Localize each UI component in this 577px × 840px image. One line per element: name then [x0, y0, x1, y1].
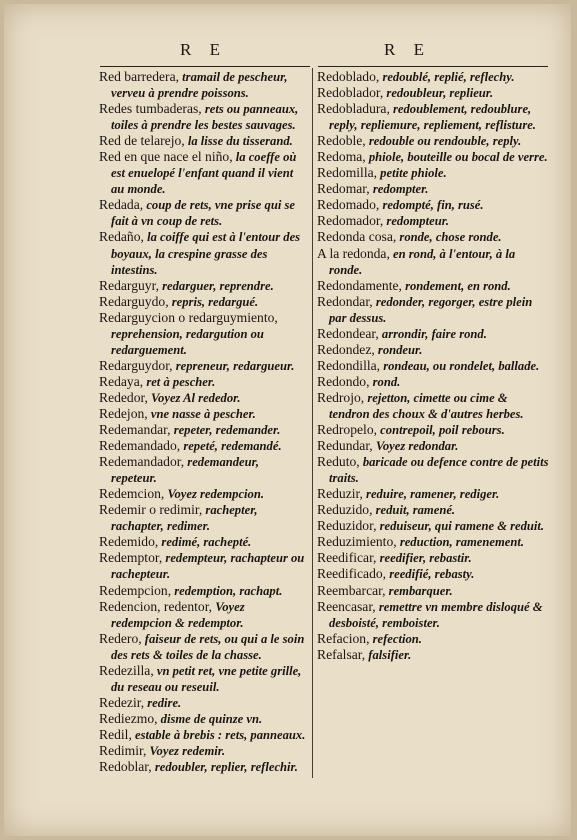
- entry-gloss: ronde, chose ronde.: [396, 230, 502, 245]
- entry-gloss: Voyez redempcion & redemptor.: [111, 599, 245, 630]
- entry-headword: Redes tumbaderas,: [99, 101, 202, 117]
- entry-gloss: rondement, en rond.: [401, 278, 511, 293]
- entry-headword: Redemido,: [99, 534, 159, 550]
- header-rule-right: [318, 66, 548, 67]
- dictionary-entry: [99, 695, 306, 711]
- entry-headword: Redoble,: [317, 133, 366, 149]
- entry-gloss: petite phiole.: [377, 166, 447, 181]
- entry-gloss: reduction, ramenement.: [396, 535, 525, 550]
- entry-gloss: redemandeur, repeteur.: [111, 455, 260, 486]
- entry-headword: Redemandar,: [99, 422, 171, 438]
- dictionary-entry: [317, 229, 549, 245]
- dictionary-entry: [99, 631, 306, 663]
- entry-headword: Redomador,: [317, 213, 384, 229]
- entry-gloss: repeter, redemander.: [170, 423, 281, 438]
- dictionary-entry: [99, 278, 306, 294]
- dictionary-entry: [99, 374, 306, 390]
- entry-gloss: la coiffe qui est à l'entour des boyaux, la crespine grasse des intestins.: [111, 230, 301, 277]
- entry-gloss: phiole, bouteille ou bocal de verre.: [365, 150, 548, 165]
- entry-headword: Redomado,: [317, 197, 380, 213]
- entry-headword: Redaño,: [99, 229, 144, 245]
- entry-headword: Redempcion,: [99, 582, 172, 598]
- entry-headword: Redarguydor,: [99, 357, 173, 373]
- entry-headword: Redil,: [99, 726, 132, 742]
- entry-headword: Redondez,: [317, 341, 375, 357]
- dictionary-entry: [99, 101, 306, 133]
- dictionary-entry: [99, 454, 306, 486]
- entry-headword: Rediezmo,: [99, 710, 158, 726]
- entry-headword: Redomar,: [317, 181, 370, 197]
- dictionary-entry: [317, 647, 549, 663]
- dictionary-entry: [99, 406, 306, 422]
- entry-headword: Red de telarejo,: [99, 133, 185, 149]
- entry-gloss: Voyez redemir.: [146, 743, 226, 758]
- dictionary-entry: [99, 294, 306, 310]
- entry-gloss: Voyez redondar.: [372, 439, 459, 454]
- entry-headword: Red en que nace el niño,: [99, 149, 233, 165]
- entry-gloss: Voyez redempcion.: [164, 487, 264, 502]
- dictionary-entry: [317, 149, 549, 165]
- dictionary-entry: [317, 566, 549, 582]
- entry-headword: Redrojo,: [317, 389, 365, 405]
- entry-gloss: redire.: [144, 695, 182, 710]
- dictionary-entry: [317, 342, 549, 358]
- dictionary-entry: [317, 454, 549, 486]
- entry-gloss: rond.: [369, 374, 401, 389]
- dictionary-entry: [99, 438, 306, 454]
- entry-headword: Redondamente,: [317, 277, 402, 293]
- entry-gloss: Voyez Al rededor.: [147, 390, 241, 405]
- dictionary-entry: [317, 502, 549, 518]
- entry-headword: Reduzir,: [317, 486, 363, 502]
- entry-gloss: rondeau, ou rondelet, ballade.: [380, 358, 540, 373]
- entry-gloss: disme de quinze vn.: [157, 711, 263, 726]
- dictionary-entry: [317, 518, 549, 534]
- entry-gloss: vne nasse à pescher.: [147, 406, 256, 421]
- entry-headword: Redoblar,: [99, 759, 152, 775]
- entry-gloss: rembarquer.: [385, 583, 453, 598]
- dictionary-entry: [317, 422, 549, 438]
- dictionary-entry: [317, 486, 549, 502]
- entry-gloss: reduiseur, qui ramene & reduit.: [376, 519, 545, 534]
- entry-gloss: la lisse du tisserand.: [184, 134, 293, 149]
- entry-headword: Redondear,: [317, 325, 379, 341]
- entry-gloss: tramail de pescheur, verveu à prendre poissons.: [111, 70, 288, 101]
- entry-headword: Redemandador,: [99, 454, 185, 470]
- entry-gloss: arrondir, faire rond.: [378, 326, 487, 341]
- running-header: [4, 40, 571, 64]
- entry-gloss: en rond, à l'entour, à la ronde.: [329, 246, 516, 277]
- entry-gloss: reedifié, rebasty.: [386, 567, 475, 582]
- dictionary-entry: [317, 550, 549, 566]
- entry-headword: Redomilla,: [317, 165, 378, 181]
- dictionary-entry: [99, 390, 306, 406]
- dictionary-entry: [99, 502, 306, 534]
- entry-headword: Redimir,: [99, 742, 147, 758]
- dictionary-entry: [317, 390, 549, 422]
- dictionary-entry: [317, 294, 549, 326]
- entry-gloss: redoubler, replier, reflechir.: [151, 760, 298, 775]
- entry-gloss: coup de rets, vne prise qui se fait à vn coup de rets.: [111, 198, 295, 229]
- entry-headword: Redencion, redentor,: [99, 598, 213, 614]
- entry-headword: Refalsar,: [317, 646, 366, 662]
- entry-headword: Redemcion,: [99, 486, 165, 502]
- dictionary-entry: [317, 278, 549, 294]
- entry-gloss: redoublement, redoublure, reply, repliemure, repliement, reflisture.: [329, 102, 536, 133]
- entry-headword: Redero,: [99, 630, 142, 646]
- entry-gloss: redompter.: [369, 182, 429, 197]
- entry-gloss: redompté, fin, rusé.: [379, 198, 484, 213]
- entry-headword: Redarguydo,: [99, 293, 169, 309]
- entry-headword: Refacion,: [317, 630, 370, 646]
- entry-gloss: refection.: [369, 631, 422, 646]
- dictionary-entry: [317, 583, 549, 599]
- entry-headword: Redondar,: [317, 293, 373, 309]
- running-head-left: R E: [180, 40, 227, 59]
- entry-headword: Redondo,: [317, 373, 370, 389]
- dictionary-entry: [317, 165, 549, 181]
- entry-gloss: repris, redargué.: [168, 294, 259, 309]
- left-column: [99, 69, 306, 775]
- dictionary-entry: [317, 374, 549, 390]
- entry-headword: Redarguyr,: [99, 277, 159, 293]
- entry-gloss: faiseur de rets, ou qui a le soin des rets & toiles de la chasse.: [111, 631, 305, 662]
- dictionary-entry: [317, 358, 549, 374]
- dictionary-entry: [99, 358, 306, 374]
- dictionary-entry: [317, 213, 549, 229]
- entry-gloss: redoubleur, replieur.: [383, 86, 494, 101]
- entry-gloss: la coeffe où est enuelopé l'enfant quand il vient au monde.: [111, 150, 297, 197]
- dictionary-entry: [317, 631, 549, 647]
- header-rule-left: [100, 66, 310, 67]
- entry-gloss: vn petit ret, vne petite grille, du reseau ou reseuil.: [111, 663, 302, 694]
- entry-gloss: redemption, rachapt.: [171, 583, 283, 598]
- dictionary-entry: [317, 133, 549, 149]
- entry-headword: Redropelo,: [317, 422, 378, 438]
- dictionary-entry: [99, 550, 306, 582]
- dictionary-entry: [99, 663, 306, 695]
- entry-gloss: contrepoil, poil rebours.: [377, 423, 505, 438]
- dictionary-entry: [99, 69, 306, 101]
- dictionary-entry: [99, 133, 306, 149]
- dictionary-entry: [317, 326, 549, 342]
- dictionary-entry: [99, 422, 306, 438]
- entry-headword: Redoma,: [317, 149, 366, 165]
- dictionary-entry: [317, 69, 549, 85]
- entry-headword: Redonda cosa,: [317, 229, 397, 245]
- entry-headword: Reduzidor,: [317, 518, 377, 534]
- dictionary-entry: [99, 727, 306, 743]
- dictionary-entry: [317, 101, 549, 133]
- entry-gloss: redarguer, reprendre.: [158, 278, 274, 293]
- dictionary-entry: [317, 197, 549, 213]
- entry-headword: Reembarcar,: [317, 582, 386, 598]
- entry-gloss: repreneur, redargueur.: [172, 358, 295, 373]
- dictionary-entry: [317, 181, 549, 197]
- entry-gloss: rondeur.: [374, 342, 423, 357]
- entry-headword: Redoblado,: [317, 69, 380, 84]
- entry-headword: Redarguycion o redarguymiento,: [99, 309, 278, 325]
- dictionary-entry: [317, 85, 549, 101]
- entry-gloss: ret à pescher.: [143, 374, 216, 389]
- entry-gloss: falsifier.: [365, 647, 412, 662]
- entry-gloss: reduit, ramené.: [372, 503, 456, 518]
- entry-headword: Red barredera,: [99, 69, 180, 84]
- entry-headword: Reencasar,: [317, 598, 376, 614]
- entry-headword: Redemir o redimir,: [99, 502, 203, 518]
- entry-headword: Reduzimiento,: [317, 534, 397, 550]
- entry-gloss: reedifier, rebastir.: [376, 551, 472, 566]
- right-column: [317, 69, 549, 663]
- entry-gloss: estable à brebis : rets, panneaux.: [131, 727, 306, 742]
- entry-headword: Reduzido,: [317, 502, 373, 518]
- entry-gloss: redimé, rachepté.: [158, 535, 252, 550]
- entry-gloss: baricade ou defence contre de petits traits.: [329, 455, 549, 486]
- entry-gloss: reprehension, redargution ou redarguement.: [111, 326, 264, 357]
- entry-headword: Redemptor,: [99, 550, 163, 566]
- entry-headword: Redaya,: [99, 373, 144, 389]
- dictionary-page: [4, 4, 571, 836]
- dictionary-entry: [317, 438, 549, 454]
- dictionary-entry: [99, 599, 306, 631]
- dictionary-entry: [317, 599, 549, 631]
- entry-gloss: rets ou panneaux, toiles à prendre les bestes sauvages.: [111, 102, 299, 133]
- entry-gloss: repeté, redemandé.: [180, 439, 282, 454]
- entry-headword: Reduto,: [317, 454, 360, 470]
- entry-headword: Redada,: [99, 197, 144, 213]
- dictionary-entry: [99, 310, 306, 358]
- dictionary-entry: [99, 711, 306, 727]
- dictionary-entry: [99, 759, 306, 775]
- running-head-right: R E: [384, 40, 431, 59]
- entry-gloss: redempteur, rachapteur ou rachepteur.: [111, 551, 305, 582]
- entry-headword: Redemandado,: [99, 438, 181, 454]
- dictionary-entry: [99, 583, 306, 599]
- entry-headword: Redundar,: [317, 438, 373, 454]
- dictionary-entry: [99, 534, 306, 550]
- entry-headword: Reedificar,: [317, 550, 377, 566]
- dictionary-entry: [99, 197, 306, 229]
- entry-headword: Redezilla,: [99, 662, 154, 678]
- dictionary-entry: [317, 534, 549, 550]
- entry-gloss: redompteur.: [383, 214, 450, 229]
- dictionary-entry: [317, 246, 549, 278]
- entry-gloss: remettre vn membre disloqué & desboisté, remboister.: [329, 599, 543, 630]
- entry-headword: Redobladura,: [317, 101, 390, 117]
- dictionary-entry: [99, 486, 306, 502]
- column-divider: [312, 68, 313, 778]
- dictionary-entry: [99, 743, 306, 759]
- entry-headword: Redejon,: [99, 405, 148, 421]
- entry-gloss: rachepter, rachapter, redimer.: [111, 503, 258, 534]
- entry-gloss: rejetton, cimette ou cime & tendron des choux & d'autres herbes.: [329, 390, 524, 421]
- entry-gloss: reduire, ramener, rediger.: [362, 487, 500, 502]
- entry-gloss: redouble ou rendouble, reply.: [365, 134, 522, 149]
- entry-headword: Redoblador,: [317, 85, 384, 101]
- entry-headword: Reedificado,: [317, 566, 387, 582]
- dictionary-entry: [99, 229, 306, 277]
- entry-headword: Redezir,: [99, 694, 145, 710]
- entry-gloss: redonder, regorger, estre plein par dessus.: [329, 294, 533, 325]
- entry-headword: Rededor,: [99, 389, 148, 405]
- entry-headword: A la redonda,: [317, 245, 390, 261]
- dictionary-entry: [99, 149, 306, 197]
- entry-headword: Redondilla,: [317, 357, 381, 373]
- entry-gloss: redoublé, replié, reflechy.: [379, 70, 515, 84]
